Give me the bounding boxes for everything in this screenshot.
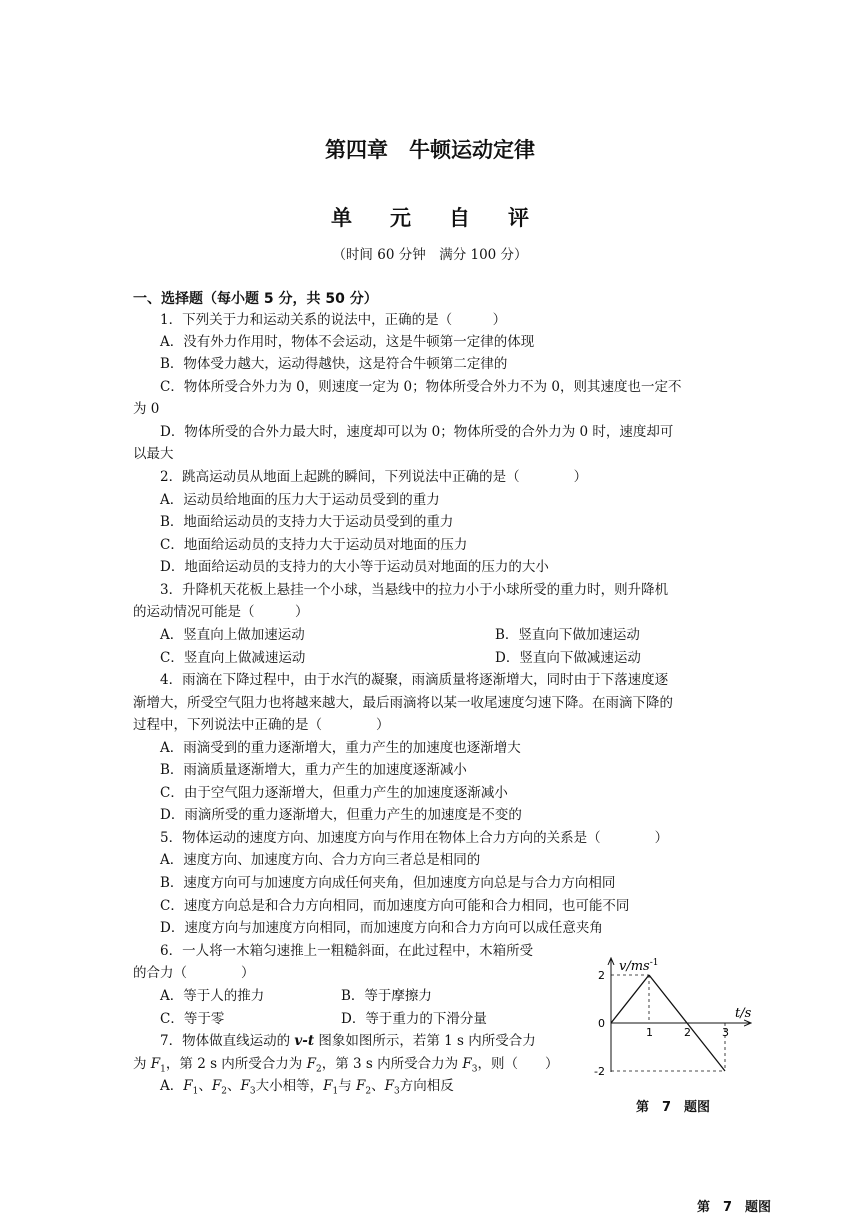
x-tick-label: 2 bbox=[684, 1026, 691, 1039]
section-heading: 一、选择题（每小题 5 分，共 50 分） bbox=[133, 291, 378, 307]
y-axis-label: $v/ms^{-1}$ bbox=[619, 958, 659, 974]
q1-option-b: B．物体受力越大，运动得越快，这是符合牛顿第二定律的 bbox=[160, 356, 508, 372]
force-subscript: 2 bbox=[365, 1086, 372, 1097]
q2-stem: 2．跳高运动员从地面上起跳的瞬间，下列说法中正确的是（ ） bbox=[160, 469, 588, 485]
y-tick-label: -2 bbox=[594, 1065, 605, 1078]
q7-stem-text: 为 bbox=[133, 1056, 151, 1072]
q5-option-d: D．速度方向与加速度方向相同，而加速度方向和合力方向可以成任意夹角 bbox=[160, 920, 603, 936]
y-tick-label: 2 bbox=[598, 969, 605, 982]
q5-option-c: C．速度方向总是和合力方向相同，而加速度方向可能和合力相同，也可能不同 bbox=[160, 898, 630, 914]
velocity-line-segment bbox=[649, 975, 687, 1023]
force-symbol: F bbox=[306, 1056, 316, 1072]
option-text: 与 bbox=[338, 1078, 356, 1094]
force-subscript: 1 bbox=[160, 1064, 166, 1075]
q4-option-c: C．由于空气阻力逐渐增大，但重力产生的加速度逐渐减小 bbox=[160, 785, 508, 801]
q1-option-c-cont: 为 0 bbox=[133, 401, 160, 417]
q1-option-c: C．物体所受合外力为 0，则速度一定为 0；物体所受合外力不为 0，则其速度也一定不 bbox=[160, 379, 682, 395]
figure-caption: 第 7 题图 bbox=[636, 1100, 711, 1115]
q6-stem: 6．一人将一木箱匀速推上一粗糙斜面，在此过程中，木箱所受 bbox=[160, 943, 534, 959]
q3-option-d: D．竖直向下做减速运动 bbox=[495, 650, 641, 666]
q2-option-a: A．运动员给地面的压力大于运动员受到的重力 bbox=[160, 492, 440, 508]
q4-stem: 4．雨滴在下降过程中，由于水汽的凝聚，雨滴质量将逐渐增大，同时由于下落速度逐 bbox=[160, 672, 669, 688]
velocity-line-segment bbox=[687, 1023, 725, 1071]
x-tick-label: 3 bbox=[722, 1026, 729, 1039]
q7-vt-symbol: v-t bbox=[294, 1033, 315, 1049]
q2-option-d: D．地面给运动员的支持力的大小等于运动员对地面的压力的大小 bbox=[160, 559, 549, 575]
unit-char: 自 bbox=[449, 206, 470, 230]
q7-option-a bbox=[160, 1076, 454, 1102]
force-subscript: 1 bbox=[332, 1086, 339, 1097]
q5-stem: 5．物体运动的速度方向、加速度方向与作用在物体上合力方向的关系是（ ） bbox=[160, 830, 669, 846]
chapter-title: 第四章 牛顿运动定律 bbox=[325, 138, 535, 162]
q5-option-b: B．速度方向可与加速度方向成任何夹角，但加速度方向总是与合力方向相同 bbox=[160, 875, 616, 891]
q7-stem-text: ，第 2 s 内所受合力为 bbox=[165, 1056, 307, 1072]
q7-stem-text: ，则（ ） bbox=[477, 1056, 559, 1072]
force-symbol: F bbox=[150, 1056, 161, 1072]
force-symbol: F bbox=[462, 1056, 472, 1072]
q4-stem-cont: 过程中，下列说法中正确的是（ ） bbox=[133, 717, 390, 733]
q3-option-c: C．竖直向上做减速运动 bbox=[160, 650, 306, 666]
force-subscript: 3 bbox=[471, 1064, 478, 1075]
q1-option-d-cont: 以最大 bbox=[133, 446, 174, 462]
unit-char: 元 bbox=[390, 206, 411, 230]
q6-option-d: D．等于重力的下滑分量 bbox=[341, 1011, 487, 1027]
force-symbol: F bbox=[240, 1078, 250, 1094]
force-symbol: F bbox=[323, 1078, 333, 1094]
q4-option-a: A．雨滴受到的重力逐渐增大，重力产生的加速度也逐渐增大 bbox=[160, 740, 521, 756]
force-subscript: 2 bbox=[315, 1064, 322, 1075]
option-text: 、 bbox=[226, 1078, 241, 1094]
option-text: 、 bbox=[371, 1078, 385, 1094]
q3-stem: 3．升降机天花板上悬挂一个小球，当悬线中的拉力小于小球所受的重力时，则升降机 bbox=[160, 582, 669, 598]
q5-option-a: A．速度方向、加速度方向、合力方向三者总是相同的 bbox=[160, 852, 481, 868]
force-subscript: 2 bbox=[221, 1086, 227, 1097]
q7-stem-text: 图象如图所示，若第 1 s 内所受合力 bbox=[314, 1033, 536, 1049]
q7-stem-text: 7．物体做直线运动的 bbox=[160, 1033, 295, 1049]
q4-option-b: B．雨滴质量逐渐增大，重力产生的加速度逐渐减小 bbox=[160, 762, 467, 778]
unit-title bbox=[0, 202, 860, 232]
q6-stem-cont: 的合力（ ） bbox=[133, 965, 255, 981]
q3-option-b: B．竖直向下做加速运动 bbox=[495, 627, 640, 643]
q6-option-a: A．等于人的推力 bbox=[160, 988, 265, 1004]
x-axis-label: t/s bbox=[735, 1006, 752, 1021]
unit-char: 评 bbox=[508, 206, 529, 230]
q1-option-a: A．没有外力作用时，物体不会运动，这是牛顿第一定律的体现 bbox=[160, 334, 535, 350]
q4-stem-cont: 渐增大，所受空气阻力也将越来越大，最后雨滴将以某一收尾速度匀速下降。在雨滴下降的 bbox=[133, 695, 673, 711]
unit-char: 单 bbox=[331, 206, 352, 230]
option-text: 大小相等， bbox=[255, 1078, 324, 1094]
q3-stem-cont: 的运动情况可能是（ ） bbox=[133, 604, 309, 620]
q1-option-d: D．物体所受的合外力最大时，速度却可以为 0；物体所受的合外力为 0 时，速度却可 bbox=[160, 424, 674, 440]
q2-option-b: B．地面给运动员的支持力大于运动员受到的重力 bbox=[160, 514, 454, 530]
q3-option-a: A．竖直向上做加速运动 bbox=[160, 627, 305, 643]
force-subscript: 3 bbox=[393, 1086, 400, 1097]
q2-option-c: C．地面给运动员的支持力大于运动员对地面的压力 bbox=[160, 537, 468, 553]
q7-stem-text: ，第 3 s 内所受合力为 bbox=[321, 1056, 463, 1072]
option-text: 、 bbox=[198, 1078, 212, 1094]
q6-option-b: B．等于摩擦力 bbox=[341, 988, 432, 1004]
q6-option-c: C．等于零 bbox=[160, 1011, 225, 1027]
option-text: 方向相反 bbox=[399, 1078, 454, 1094]
velocity-line-segment bbox=[611, 975, 649, 1023]
force-symbol: F bbox=[183, 1078, 193, 1094]
q1-stem: 1．下列关于力和运动关系的说法中，正确的是（ ） bbox=[160, 312, 507, 328]
figure-caption-footer: 第 7 题图 bbox=[697, 1200, 772, 1215]
y-tick-label: 0 bbox=[598, 1017, 605, 1030]
force-symbol: F bbox=[384, 1078, 394, 1094]
force-subscript: 1 bbox=[192, 1086, 199, 1097]
x-tick-label: 1 bbox=[646, 1026, 653, 1039]
q4-option-d: D．雨滴所受的重力逐渐增大，但重力产生的加速度是不变的 bbox=[160, 807, 522, 823]
vt-graph bbox=[585, 952, 765, 1082]
time-note: （时间 60 分钟 满分 100 分） bbox=[332, 247, 528, 263]
force-symbol: F bbox=[211, 1078, 222, 1094]
force-symbol: F bbox=[355, 1078, 366, 1094]
q7-stem bbox=[160, 1031, 536, 1051]
option-label: A． bbox=[160, 1078, 184, 1094]
force-subscript: 3 bbox=[249, 1086, 256, 1097]
